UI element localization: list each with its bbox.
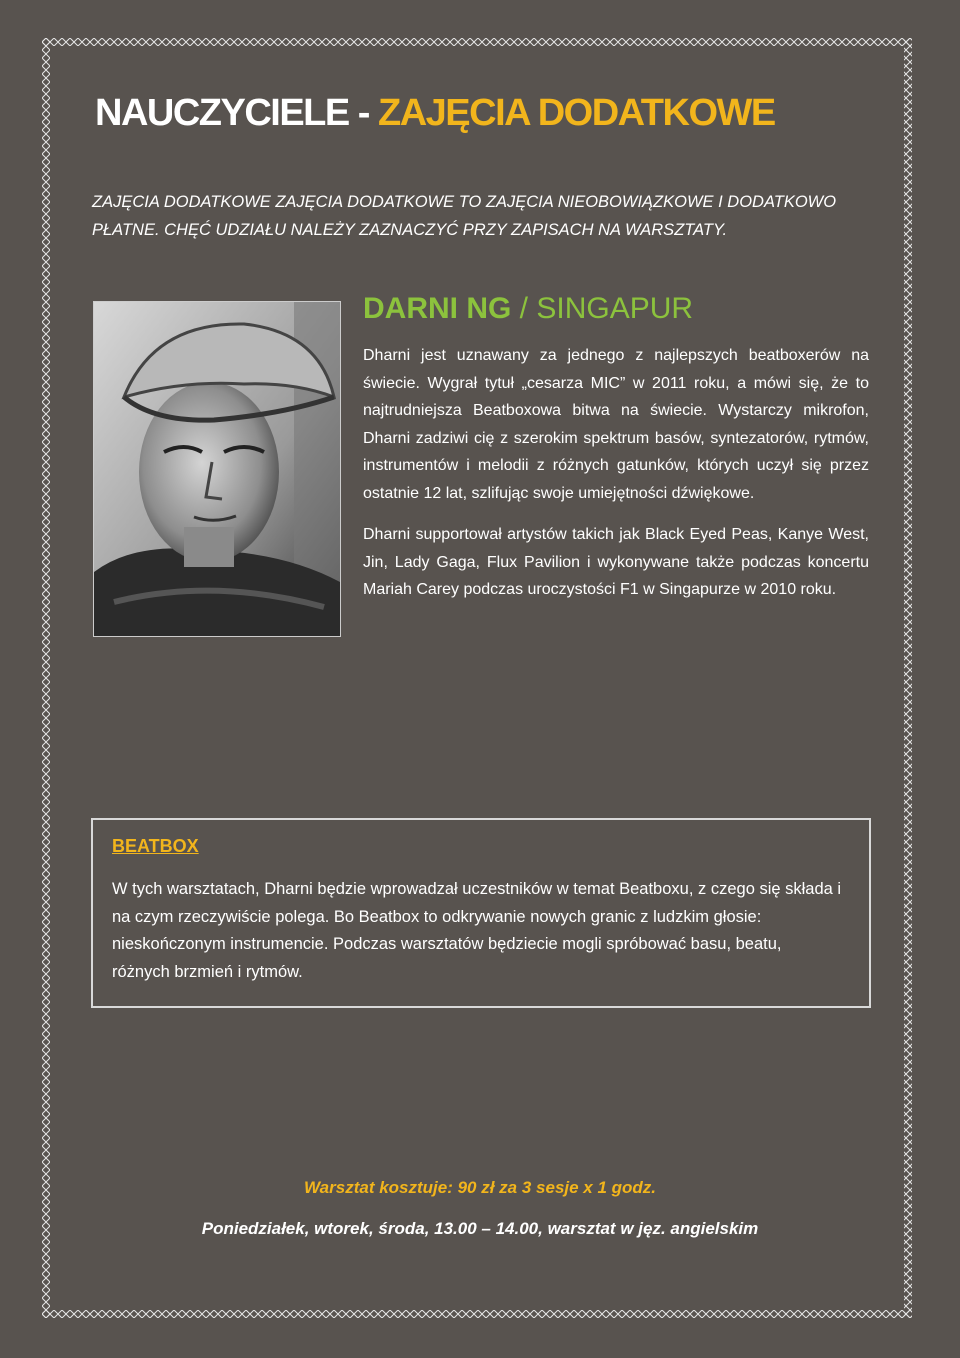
bio-paragraph-1: Dharni jest uznawany za jednego z najlepszych beatboxerów na świecie. Wygrał tytuł „cesarza MIC” w 2011 roku, a mówi się, że to najtrudniejsza Beatboxowa bitwa na świecie. Wystarczy mikrofon, Dharni zadziwi cię z szerokim spektrum basów, syntezatorów, rytmów, instrumentów i melodii z różnych gatunków, których uczył się przez ostatnie 12 lat, szlifując swoje umiejętności dźwiękowe. xyxy=(363,347,869,502)
heading-separator: / xyxy=(511,292,537,325)
page-title xyxy=(95,92,775,135)
workshop-box xyxy=(91,818,871,1008)
bio-paragraph-2: Dharni supportował artystów takich jak Black Eyed Peas, Kanye West, Jin, Lady Gaga, Flux Pavilion i wykonywane także podczas koncertu Mariah Carey podczas uroczystości F1 w Singapurze w 2010 roku. xyxy=(363,526,869,598)
teacher-country: SINGAPUR xyxy=(536,292,694,325)
schedule-info: Poniedziałek, wtorek, środa, 13.00 – 14.00, warsztat w jęz. angielskim xyxy=(201,1219,759,1238)
teacher-bio xyxy=(363,342,869,618)
title-accent: ZAJĘCIA DODATKOWE xyxy=(378,92,775,134)
teacher-name: DARNI NG xyxy=(363,292,512,325)
teacher-heading xyxy=(363,292,693,326)
price-info: Warsztat kosztuje: 90 zł za 3 sesje x 1 godz. xyxy=(303,1178,657,1197)
workshop-description: W tych warsztatach, Dharni będzie wprowadzał uczestników w temat Beatboxu, z czego się składa i na czym rzeczywiście polega. Bo Beatbox to odkrywanie nowych granic z ludzkim głosie: nieskończonym instrumencie. Podczas warsztatów będziecie mogli spróbować basu, beatu, różnych brzmień i rytmów. xyxy=(112,880,842,981)
workshop-title: BEATBOX xyxy=(112,836,199,856)
portrait-image xyxy=(94,302,340,636)
title-main: NAUCZYCIELE - xyxy=(95,92,378,134)
intro-text: ZAJĘCIA DODATKOWE ZAJĘCIA DODATKOWE TO ZAJĘCIA NIEOBOWIĄZKOWE I DODATKOWO PŁATNE. CHĘĆ UDZIAŁU NALEŻY ZAZNACZYĆ PRZY ZAPISACH NA WARSZTATY. xyxy=(92,193,837,239)
teacher-photo xyxy=(93,301,341,637)
